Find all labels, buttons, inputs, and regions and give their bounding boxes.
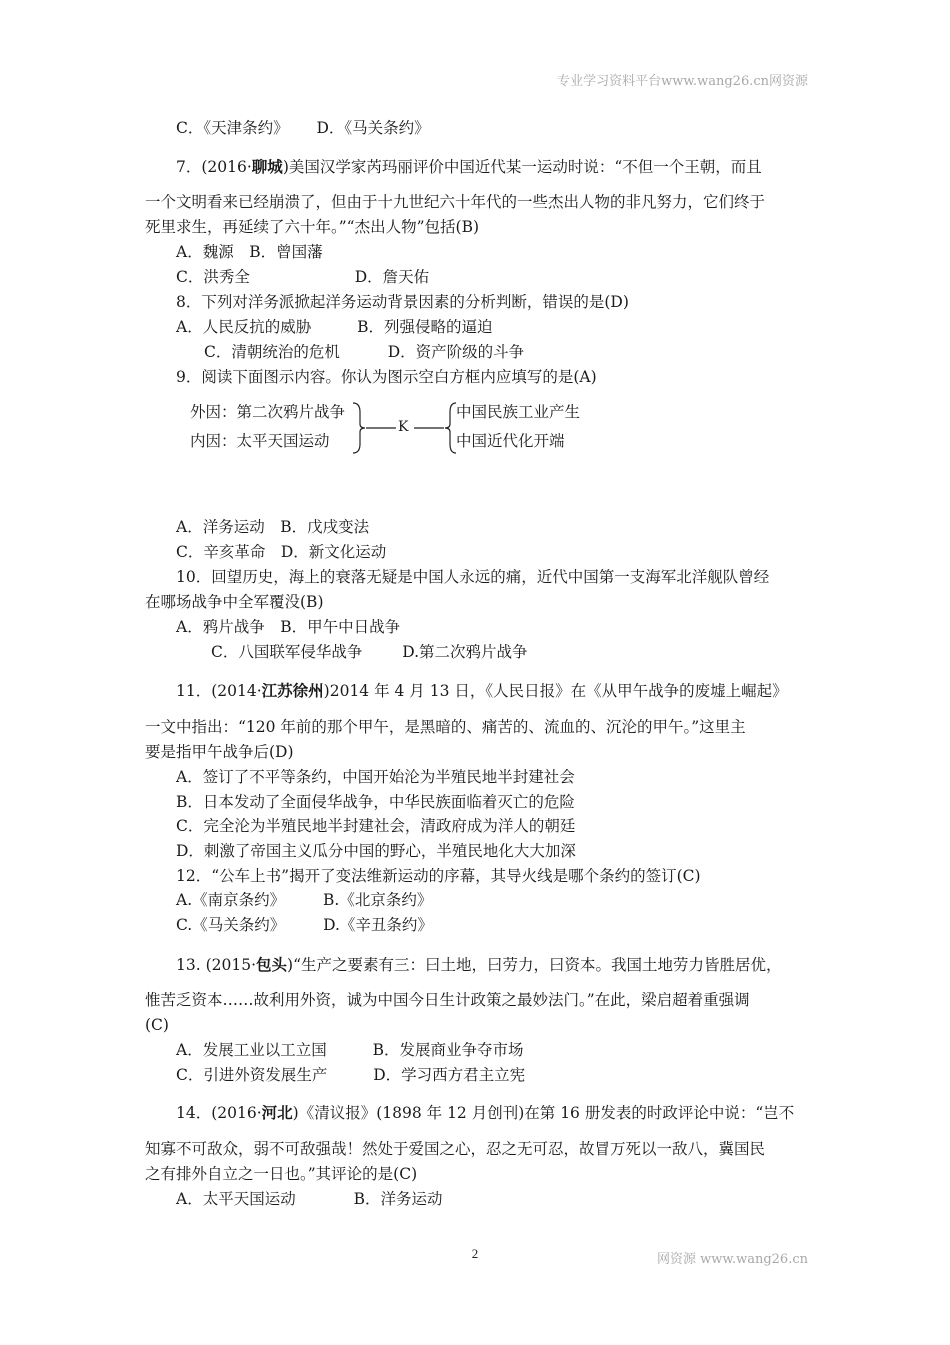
q7-stem-line2: 一个文明看来已经崩溃了，但由于十九世纪六十年代的一些杰出人物的非凡努力，它们终于 (145, 193, 766, 211)
q7-source: 聊城 (251, 158, 283, 176)
q12-options-ab (176, 890, 432, 910)
cause-effect-diagram (190, 400, 610, 460)
option-a: A．发展工业以工立国 (176, 1041, 327, 1059)
q14-options-ab (176, 1189, 442, 1209)
blank-box-k: K (398, 419, 409, 435)
q13-text: )“生产之要素有三：曰土地，曰劳力，曰资本。我国土地劳力皆胜居优， (287, 956, 782, 974)
q7-stem-line1 (176, 157, 762, 177)
q8-options-cd (204, 342, 524, 362)
q13-options-ab (176, 1040, 523, 1060)
q7-options-cd (176, 267, 429, 287)
option-b: B．发展商业争夺市场 (372, 1041, 524, 1059)
q10-options-ab: A．鸦片战争 B．甲午中日战争 (176, 618, 401, 636)
q14-text: )《清议报》(1898 年 12 月创刊)在第 16 册发表的时政评论中说：“岂不 (292, 1104, 795, 1122)
q11-stem-line2: 一文中指出：“120 年前的那个甲午，是黑暗的、痛苦的、流血的、沉沦的甲午。”这里主 (145, 718, 746, 736)
option-a: A.《南京条约》 (176, 891, 286, 909)
internal-cause: 内因：太平天国运动 (190, 432, 330, 450)
option-c: C．清朝统治的危机 (204, 343, 340, 361)
option-c: C.《马关条约》 (176, 916, 286, 934)
q13-number: 13. (2015· (176, 956, 256, 974)
left-brace (353, 403, 365, 453)
q12-options-cd (176, 915, 433, 935)
option-c: C．洪秀全 (176, 268, 250, 286)
q11-stem-line1 (176, 681, 788, 701)
option-a: A．人民反抗的威胁 (176, 318, 312, 336)
q13-stem-line2: 惟苦乏资本……故利用外资，诚为中国今日生计政策之最妙法门。”在此，梁启超着重强调 (145, 991, 750, 1009)
option-d: D．《马关条约》 (316, 119, 430, 137)
q13-stem-line3: (C) (145, 1016, 169, 1034)
option-b: B.《北京条约》 (323, 891, 433, 909)
q7-options-ab: A．魏源 B．曾国藩 (176, 243, 323, 261)
q10-stem-line1: 10．回望历史，海上的衰落无疑是中国人永远的痛，近代中国第一支海军北洋舰队曾经 (176, 568, 770, 586)
q14-source: 河北 (261, 1104, 293, 1122)
q14-stem-line1 (176, 1103, 794, 1123)
q9-stem: 9．阅读下面图示内容。你认为图示空白方框内应填写的是(A) (176, 368, 597, 386)
q12-stem: 12．“公车上书”揭开了变法维新运动的序幕，其导火线是哪个条约的签订(C) (176, 867, 701, 885)
option-d: D.《辛丑条约》 (323, 916, 433, 934)
q11-option-c: C．完全沦为半殖民地半封建社会，清政府成为洋人的朝廷 (176, 817, 576, 835)
effect-modernization: 中国近代化开端 (456, 432, 565, 450)
q11-option-a: A．签订了不平等条约，中国开始沦为半殖民地半封建社会 (176, 768, 575, 786)
option-a: A．太平天国运动 (176, 1190, 296, 1208)
q14-stem-line2: 知寡不可敌众，弱不可敌强哉！然处于爱国之心，忍之无可忍，故冒万死以一敌八，冀国民 (145, 1140, 766, 1158)
q14-stem-line3: 之有排外自立之一日也。”其评论的是(C) (145, 1165, 418, 1183)
q11-option-b: B．日本发动了全面侵华战争，中华民族面临着灭亡的危险 (176, 793, 575, 811)
q7-number: 7．(2016· (176, 158, 252, 176)
option-c: C．八国联军侵华战争 (211, 643, 363, 661)
q6-options-cd (176, 118, 430, 138)
q14-number: 14．(2016· (176, 1104, 262, 1122)
external-cause: 外因：第二次鸦片战争 (190, 403, 346, 421)
option-b: B．列强侵略的逼迫 (357, 318, 493, 336)
header-watermark: 专业学习资料平台www.wang26.cn网资源 (557, 74, 808, 89)
q11-source: 江苏徐州 (261, 682, 324, 700)
option-c: C．《天津条约》 (176, 119, 289, 137)
option-d: D.第二次鸦片战争 (402, 643, 528, 661)
q8-stem: 8．下列对洋务派掀起洋务运动背景因素的分析判断，错误的是(D) (176, 293, 629, 311)
right-brace (445, 403, 456, 453)
q11-option-d: D．刺激了帝国主义瓜分中国的野心，半殖民地化大大加深 (176, 842, 576, 860)
effect-industry: 中国民族工业产生 (456, 403, 581, 421)
q10-options-cd (211, 642, 528, 662)
q13-options-cd (176, 1065, 525, 1085)
q11-stem-line3: 要是指甲午战争后(D) (145, 743, 294, 761)
page-number: 2 (471, 1246, 479, 1261)
option-c: C．引进外资发展生产 (176, 1066, 328, 1084)
q13-source: 包头 (256, 956, 288, 974)
q7-stem-line3: 死里求生，再延续了六十年。”“杰出人物”包括(B) (145, 218, 480, 236)
q11-text: )2014 年 4 月 13 日，《人民日报》在《从甲午战争的废墟上崛起》 (323, 682, 788, 700)
q9-options-ab: A．洋务运动 B．戊戌变法 (176, 518, 370, 536)
q10-stem-line2: 在哪场战争中全军覆没(B) (145, 593, 324, 611)
q13-stem-line1 (176, 955, 782, 975)
option-d: D．资产阶级的斗争 (387, 343, 525, 361)
q8-options-ab (176, 317, 492, 337)
q9-options-cd: C．辛亥革命 D．新文化运动 (176, 543, 387, 561)
option-d: D．学习西方君主立宪 (373, 1066, 526, 1084)
option-b: B．洋务运动 (353, 1190, 443, 1208)
q7-text: )美国汉学家芮玛丽评价中国近代某一运动时说：“不但一个王朝，而且 (282, 158, 762, 176)
option-d: D．詹天佑 (354, 268, 430, 286)
footer-watermark: 网资源 www.wang26.cn (656, 1252, 808, 1267)
q11-number: 11．(2014· (176, 682, 262, 700)
